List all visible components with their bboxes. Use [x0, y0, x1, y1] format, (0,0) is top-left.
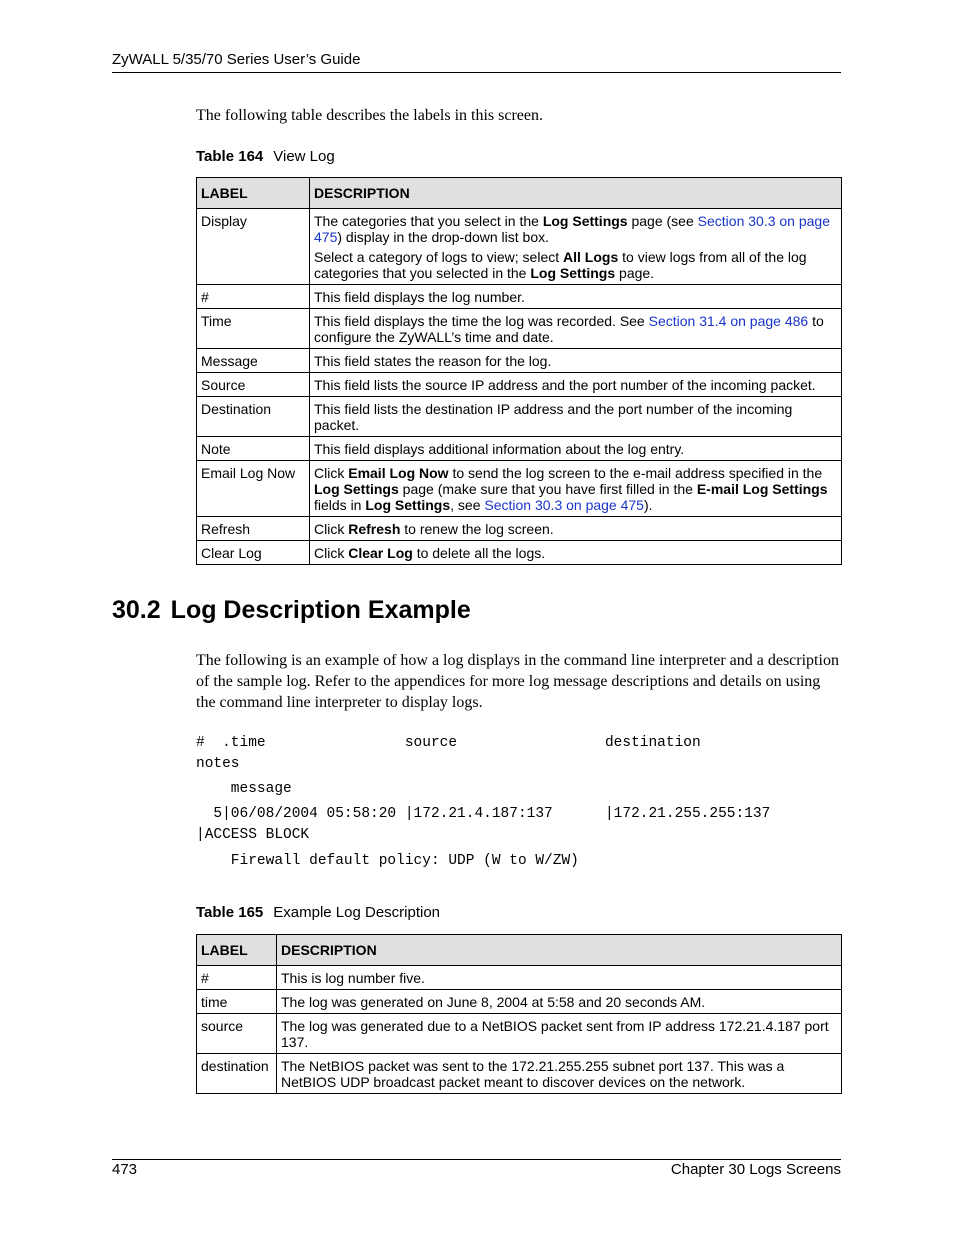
table-row [197, 309, 842, 349]
row-description: The log was generated due to a NetBIOS packet sent from IP address 172.21.4.187 port 137. [277, 1014, 842, 1054]
row-description: Click Refresh to renew the log screen. [310, 517, 842, 541]
row-description: The log was generated on June 8, 2004 at 5:58 and 20 seconds AM. [277, 990, 842, 1014]
row-label: Source [197, 373, 310, 397]
table-row [197, 1014, 842, 1054]
section-link[interactable]: Section 30.3 on page 475 [314, 213, 830, 245]
row-label: Message [197, 349, 310, 373]
code-line: message [196, 781, 292, 797]
row-label: source [197, 1014, 277, 1054]
table-row [197, 966, 842, 990]
table-164-title: View Log [273, 148, 335, 165]
row-label: # [197, 285, 310, 309]
table-row [197, 437, 842, 461]
row-description: This field states the reason for the log. [310, 349, 842, 373]
section-title: Log Description Example [170, 596, 471, 624]
table-row [197, 397, 842, 437]
row-label: Note [197, 437, 310, 461]
row-description: Click Clear Log to delete all the logs. [310, 541, 842, 565]
row-label: Time [197, 309, 310, 349]
table-164-number: Table 164 [196, 148, 264, 165]
chapter-title: Chapter 30 Logs Screens [670, 1161, 841, 1178]
table-header-row [197, 935, 842, 966]
table-row [197, 373, 842, 397]
row-label: Destination [197, 397, 310, 437]
row-description: This field lists the destination IP address and the port number of the incoming packet. [310, 397, 842, 437]
table-165-number: Table 165 [196, 904, 264, 921]
row-label: Refresh [197, 517, 310, 541]
table-165-caption [196, 904, 440, 921]
section-heading [112, 596, 471, 625]
table-row [197, 285, 842, 309]
table-row [197, 990, 842, 1014]
table-164-caption [196, 148, 335, 165]
section-link[interactable]: Section 31.4 on page 486 [648, 313, 809, 329]
code-line: notes [196, 756, 240, 772]
row-label: Clear Log [197, 541, 310, 565]
row-description: The NetBIOS packet was sent to the 172.21.255.255 subnet port 137. This was a NetBIOS UDP broadcast packet meant to discover devices on the network. [277, 1054, 842, 1094]
column-header-description: DESCRIPTION [277, 935, 842, 966]
row-label: destination [197, 1054, 277, 1094]
row-label: Email Log Now [197, 461, 310, 517]
table-row [197, 541, 842, 565]
table-165 [196, 934, 842, 1094]
running-header: ZyWALL 5/35/70 Series User’s Guide [112, 51, 361, 68]
table-header-row [197, 178, 842, 209]
table-row [197, 517, 842, 541]
row-label: Display [197, 209, 310, 285]
row-description: This is log number five. [277, 966, 842, 990]
section-link[interactable]: Section 30.3 on page 475 [484, 497, 644, 513]
table-row [197, 1054, 842, 1094]
footer-rule [112, 1159, 841, 1160]
row-description: This field displays the time the log was recorded. See Section 31.4 on page 486 to configure the ZyWALL’s time and date. [310, 309, 842, 349]
row-description: The categories that you select in the Log Settings page (see Section 30.3 on page 475) display in the drop-down list box. Select a category of logs to view; select All Logs to view logs from all of the log categories that you selected in the Log Settings page. [310, 209, 842, 285]
code-line: 5|06/08/2004 05:58:20 |172.21.4.187:137 |172.21.255.255:137 [196, 806, 771, 822]
code-line: |ACCESS BLOCK [196, 827, 310, 843]
header-rule [112, 72, 841, 73]
page-number: 473 [112, 1161, 138, 1178]
code-line: # .time source destination [196, 735, 701, 751]
column-header-description: DESCRIPTION [310, 178, 842, 209]
section-body: The following is an example of how a log displays in the command line interpreter and a description of the sample log. Refer to the appendices for more log message descriptions and details on using the command line interpreter to display logs. [196, 652, 839, 711]
column-header-label: LABEL [197, 178, 310, 209]
row-label: # [197, 966, 277, 990]
table-164 [196, 177, 842, 565]
code-line: Firewall default policy: UDP (W to W/ZW) [196, 853, 579, 869]
table-row [197, 209, 842, 285]
intro-text: The following table describes the labels in this screen. [196, 107, 544, 124]
section-number: 30.2 [112, 596, 161, 624]
table-row [197, 349, 842, 373]
column-header-label: LABEL [197, 935, 277, 966]
row-description: This field displays additional information about the log entry. [310, 437, 842, 461]
table-165-title: Example Log Description [273, 904, 441, 921]
row-description: This field displays the log number. [310, 285, 842, 309]
row-label: time [197, 990, 277, 1014]
table-row [197, 461, 842, 517]
row-description: Click Email Log Now to send the log screen to the e-mail address specified in the Log Settings page (make sure that you have first filled in the E-mail Log Settings fields in Log Settings, see Section 30.3 on page 475). [310, 461, 842, 517]
row-description: This field lists the source IP address and the port number of the incoming packet. [310, 373, 842, 397]
